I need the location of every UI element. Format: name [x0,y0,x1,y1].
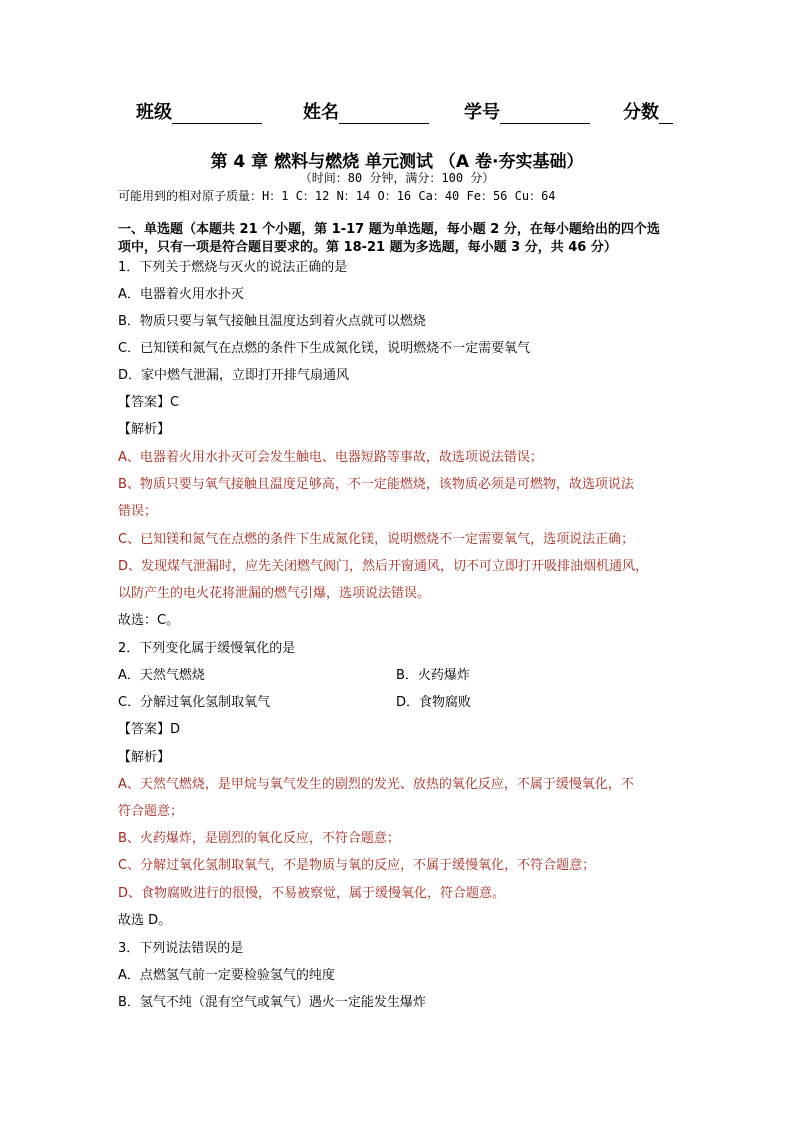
question-2-analysis-label: 【解析】 [118,750,171,765]
question-2-stem: 2．下列变化属于缓慢氧化的是 [118,641,296,656]
question-2-options-row-1 [118,667,688,685]
question-1-option-b: B．物质只要与氧气接触且温度达到着火点就可以燃烧 [118,314,426,329]
question-2-analysis-c: C、分解过氧化氢制取氧气，不是物质与氧的反应，不属于缓慢氧化，不符合题意； [118,858,596,873]
page-title: 第 4 章 燃料与燃烧 单元测试 （A 卷·夯实基础） [210,152,584,172]
question-1-analysis-d: D、发现煤气泄漏时，应先关闭燃气阀门，然后开窗通风，切不可立即打开吸排油烟机通风， [118,559,649,574]
question-2-option-b: B．火药爆炸 [396,668,470,683]
class-label: 班级 [136,102,172,123]
question-2-analysis-a-cont: 符合题意； [118,804,184,819]
id-field[interactable] [464,98,590,124]
id-label: 学号 [464,102,500,123]
question-2-answer: 【答案】D [118,722,181,737]
question-3-stem: 3．下列说法错误的是 [118,941,244,956]
question-1-option-d: D．家中燃气泄漏，立即打开排气扇通风 [118,368,350,383]
section-heading [118,221,688,257]
score-field[interactable] [623,98,673,124]
question-3-option-a: A．点燃氢气前一定要检验氢气的纯度 [118,968,335,983]
name-field[interactable] [303,98,429,124]
class-field[interactable] [136,98,262,124]
question-1-analysis-b: B、物质只要与氧气接触且温度足够高，不一定能燃烧，该物质必须是可燃物，故选项说法 [118,477,634,492]
question-2-analysis-a: A、天然气燃烧，是甲烷与氧气发生的剧烈的发光、放热的氧化反应，不属于缓慢氧化，不 [118,777,634,792]
section-heading-line: 一、单选题（本题共 21 个小题，第 1-17 题为单选题，每小题 2 分，在每小题给出的四个选 [118,222,660,237]
question-2-options-row-2 [118,694,688,712]
question-2-option-a: A．天然气燃烧 [118,668,205,683]
question-2-option-c: C．分解过氧化氢制取氧气 [118,695,271,710]
question-1-conclusion: 故选：C。 [118,613,180,628]
question-1-analysis-c: C、已知镁和氮气在点燃的条件下生成氮化镁，说明燃烧不一定需要氧气，选项说法正确； [118,532,635,547]
question-1-analysis-d-cont: 以防产生的电火花将泄漏的燃气引爆，选项说法错误。 [118,586,431,601]
question-1-analysis-label: 【解析】 [118,422,171,437]
question-1-analysis-a: A、电器着火用水扑灭可会发生触电、电器短路等事故，故选项说法错误； [118,450,543,465]
question-2-analysis-d: D、食物腐败进行的很慢，不易被察觉，属于缓慢氧化，符合题意。 [118,886,506,901]
question-2-analysis-b: B、火药爆炸，是剧烈的氧化反应，不符合题意； [118,831,400,846]
id-blank[interactable] [500,103,590,124]
exam-time-info: （时间：80 分钟，满分：100 分） [299,171,495,185]
question-3-option-b: B．氢气不纯（混有空气或氧气）遇火一定能发生爆炸 [118,995,426,1010]
name-blank[interactable] [339,103,429,124]
question-2-option-d: D．食物腐败 [396,695,472,710]
question-2-conclusion: 故选 D。 [118,913,172,928]
section-heading-line: 项中，只有一项是符合题目要求的。第 18-21 题为多选题，每小题 3 分，共 46 分） [118,240,617,255]
question-1-answer: 【答案】C [118,395,180,410]
score-blank[interactable] [659,103,673,124]
class-blank[interactable] [172,103,262,124]
question-1-option-a: A．电器着火用水扑灭 [118,287,244,302]
question-1-option-c: C．已知镁和氮气在点燃的条件下生成氮化镁，说明燃烧不一定需要氧气 [118,341,531,356]
name-label: 姓名 [303,102,339,123]
atomic-masses-note: 可能用到的相对原子质量：H：1 C：12 N：14 O：16 Ca：40 Fe：56 Cu：64 [118,189,556,203]
question-1-analysis-b-cont: 错误； [118,504,158,519]
score-label: 分数 [623,102,659,123]
question-1-stem: 1．下列关于燃烧与灭火的说法正确的是 [118,260,348,275]
